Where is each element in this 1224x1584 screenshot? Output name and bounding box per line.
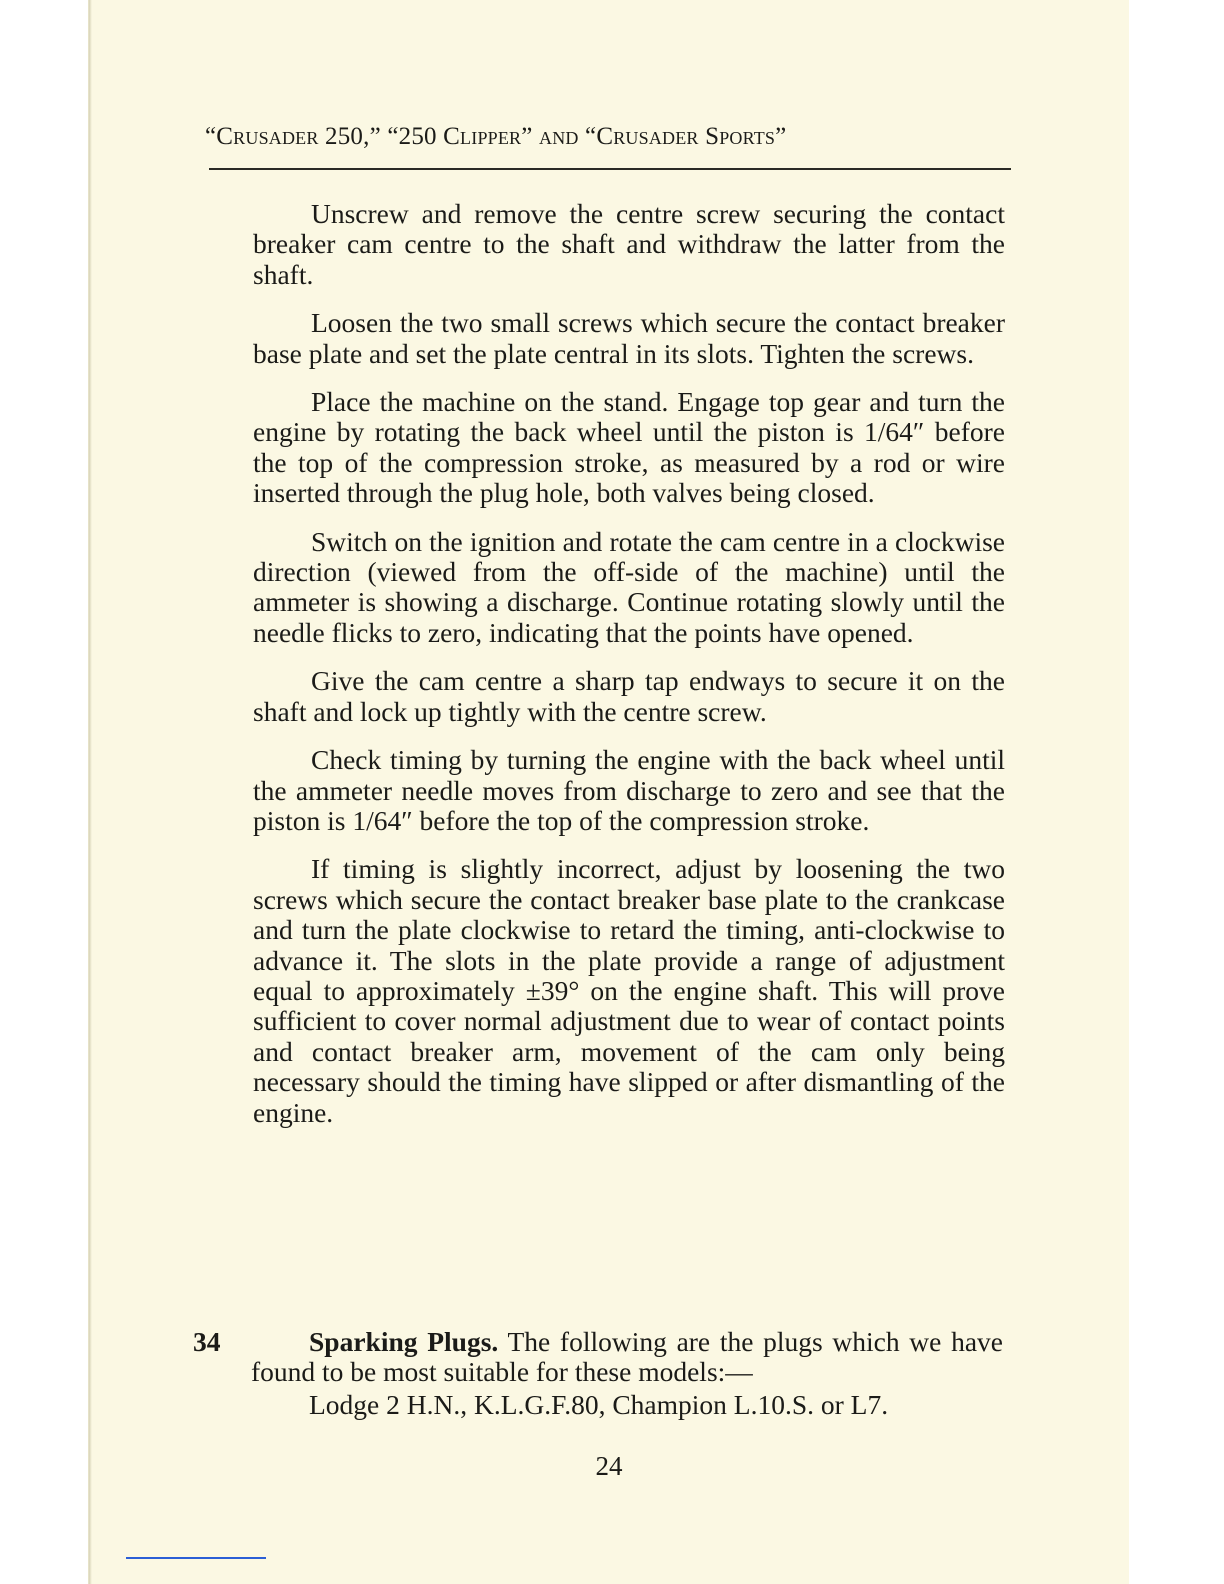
section-text: The following are the plugs which we have found to be most suitable for these models:—	[251, 1326, 1003, 1388]
section-heading: Sparking Plugs.	[309, 1326, 499, 1357]
page-edge	[89, 0, 92, 1584]
running-title: “Crusader 250,” “250 Clipper” and “Crusader Sports”	[205, 123, 787, 150]
paragraph-set-piston: Place the machine on the stand. Engage top gear and turn the engine by rotating the back wheel until the piston is 1/64″ before the top of the compression stroke, as measured by a rod or wire inserted through the plug hole, both valves being closed.	[253, 386, 1005, 509]
paragraph-rotate-cam: Switch on the ignition and rotate the cam centre in a clockwise direction (viewed from the off-side of the machine) until the ammeter is showing a discharge. Continue rotating slowly until the needle flicks to zero, indicating that the points have opened.	[253, 525, 1005, 648]
section-paragraph	[251, 1327, 1003, 1388]
section-number: 34	[193, 1326, 221, 1357]
paragraph-loosen-base-plate: Loosen the two small screws which secure the contact breaker base plate and set the plate central in its slots. Tighten the screws.	[253, 307, 1005, 369]
paragraph-remove-cam-centre: Unscrew and remove the centre screw securing the contact breaker cam centre to the shaft and withdraw the latter from the shaft.	[253, 198, 1005, 290]
scan-mark	[126, 1557, 266, 1559]
running-header	[205, 123, 1011, 151]
manual-page	[88, 0, 1129, 1584]
header-rule	[209, 168, 1011, 170]
page-number: 24	[595, 1451, 623, 1481]
body-text	[253, 199, 1005, 1146]
plug-list: Lodge 2 H.N., K.L.G.F.80, Champion L.10.S. or L7.	[309, 1389, 889, 1420]
paragraph-check-timing: Check timing by turning the engine with the back wheel until the ammeter needle moves from discharge to zero and see that the piston is 1/64″ before the top of the compression stroke.	[253, 744, 1005, 836]
paragraph-secure-cam: Give the cam centre a sharp tap endways to secure it on the shaft and lock up tightly with the centre screw.	[253, 665, 1005, 727]
paragraph-adjust-timing: If timing is slightly incorrect, adjust by loosening the two screws which secure the contact breaker base plate to the crankcase and turn the plate clockwise to retard the timing, anti-clockwise to advance it. The slots in the plate provide a range of adjustment equal to approximately ±39° on the engine shaft. This will prove sufficient to cover normal adjustment due to wear of contact points and contact breaker arm, movement of the cam only being necessary should the timing have slipped or after dismantling of the engine.	[253, 853, 1005, 1128]
